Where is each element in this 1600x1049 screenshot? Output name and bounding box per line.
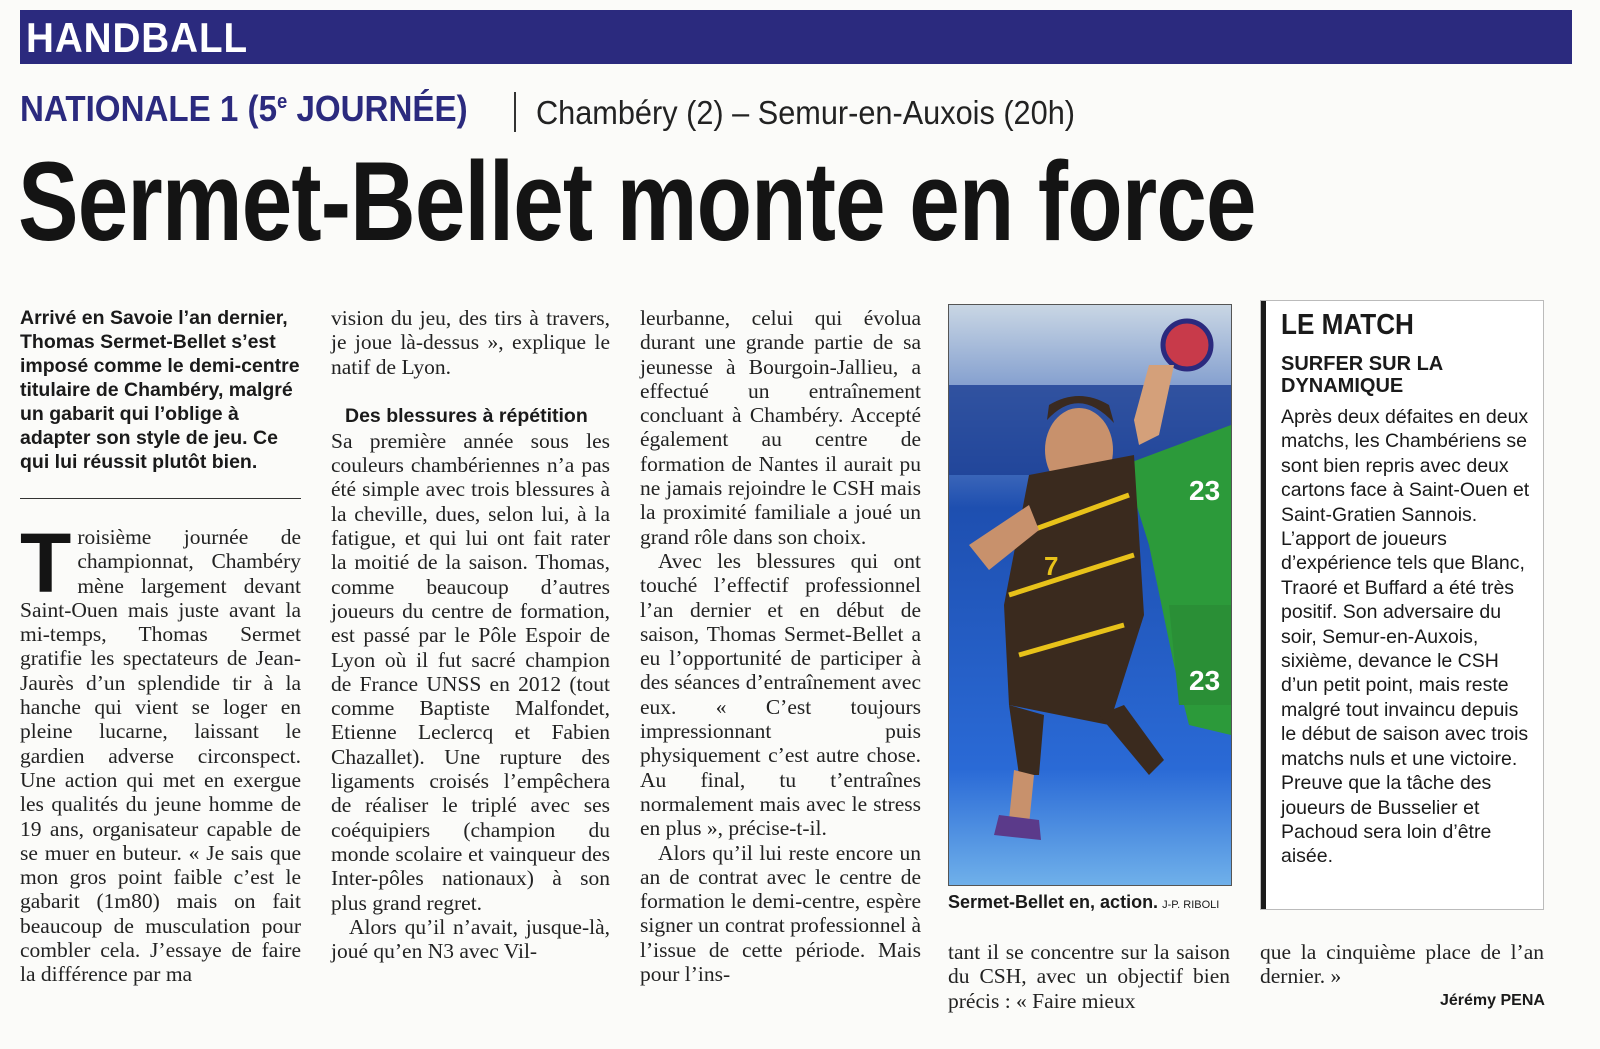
section-label: HANDBALL bbox=[26, 14, 248, 61]
sidebar-subtitle: SURFER SUR LA DYNAMIQUE bbox=[1281, 353, 1443, 397]
svg-text:23: 23 bbox=[1189, 665, 1221, 696]
column-1 bbox=[20, 306, 301, 987]
column-4-tail: tant il se concentre sur la saison du CSH, avec un objectif bien précis : « Faire mieux bbox=[948, 940, 1230, 1013]
competition-kicker: NATIONALE 1 (5e JOURNÉE) bbox=[20, 88, 468, 129]
body-paragraph: Alors qu’il lui reste encore un an de contrat avec le centre de formation le demi-centre, espère signer un contrat professionnel à l’issue de cette période. Mais pour l’ins- bbox=[640, 840, 921, 987]
author-byline: Jérémy PENA bbox=[1440, 992, 1545, 1009]
column-5-tail: que la cinquième place de l’an dernier. » bbox=[1260, 940, 1544, 989]
photo-credit: J-P. RIBOLI bbox=[1162, 899, 1220, 911]
body-paragraph: Avec les blessures qui ont touché l’effectif professionnel l’an dernier et en début de saison, Thomas Sermet-Bellet a eu l’opportunité de participer à des séances d’entraînement avec eux. « C’est toujours impressionnant puis physiquement c’est autre chose. Au final, tu t’entraînes normalement mais avec le stress en plus », précise-t-il. bbox=[640, 548, 921, 841]
section-banner bbox=[20, 10, 1572, 64]
svg-text:23: 23 bbox=[1189, 475, 1221, 506]
body-paragraph: Sa première année sous les couleurs chambériennes n’a pas été simple avec trois blessures à la cheville, dues, selon lui, à la fatigue, et qui lui ont fait rater la moitié de la saison. Thomas, comme beaucoup d’autres joueurs du centre de formation, est passé par le Pôle Espoir de Lyon où il fut sacré champion de France UNSS en 2012 (tout comme Baptiste Malfondet, Etienne Leclercq et Fabien Chazallet). Une rupture des ligaments croisés l’empêchera de réaliser le triplé avec ses coéquipiers (champion du monde scolaire et vainqueur des Inter-pôles nationaux) à son plus grand regret. bbox=[331, 428, 610, 915]
headline: Sermet-Bellet monte en force bbox=[18, 139, 1256, 264]
body-paragraph: vision du jeu, des tirs à travers, je joue là-dessus », explique le natif de Lyon. bbox=[331, 306, 610, 379]
body-paragraph: leurbanne, celui qui évolua durant une grande partie de sa jeunesse à Bourgoin-Jallieu, a effectué un entraînement concluant à Chambéry. Accepté également au centre de formation de Nantes il aurait pu ne jamais rejoindre le CSH mais la proximité familiale a joué un grand rôle dans son choix. bbox=[640, 306, 921, 549]
kicker-row bbox=[20, 88, 507, 140]
drop-cap: T bbox=[20, 516, 72, 610]
match-sidebar bbox=[1260, 300, 1544, 910]
svg-text:7: 7 bbox=[1044, 551, 1059, 581]
column-3 bbox=[640, 306, 921, 986]
sidebar-title: LE MATCH bbox=[1281, 309, 1414, 341]
handball-action-illustration bbox=[949, 305, 1231, 885]
photo-caption: Sermet-Bellet en, action. J-P. RIBOLI bbox=[948, 892, 1220, 912]
sidebar-body: Après deux défaites en deux matchs, les Chambériens se sont bien repris avec deux cartons face à Saint-Ouen et Saint-Gratien Sannois. L’apport de joueurs d’expérience tels que Blanc, Traoré et Buffard a été très positif. Son adversaire du soir, Semur-en-Auxois, sixième, devance le CSH d’un petit point, mais reste malgré tout invaincu depuis le début de saison avec trois matchs nuls et une victoire. Preuve que la tâche des joueurs de Busselier et Pachoud sera loin d’être aisée. bbox=[1281, 406, 1530, 868]
sidebar-accent-bar bbox=[1261, 301, 1266, 909]
body-paragraph: Troisième journée de championnat, Chambéry mène largement devant Saint-Ouen mais juste avant la mi-temps, Thomas Sermet gratifie les spectateurs de Jean-Jaurès d’un splendide tir à la hanche qui vient se loger en pleine lucarne, laissant le gardien adverse circonspect. Une action qui met en exergue les qualités du jeune homme de 19 ans, organisateur capable de se muer en buteur. « Je sais que mon gros point faible c’est le gabarit (1m80) mais on fait beaucoup de musculation pour combler cela. J’essaye de faire la différence par ma bbox=[20, 516, 301, 987]
subheading: Des blessures à répétition bbox=[345, 404, 588, 427]
body-paragraph: Alors qu’il n’avait, jusque-là, joué qu’en N3 avec Vil- bbox=[331, 914, 610, 964]
match-line: Chambéry (2) – Semur-en-Auxois (20h) bbox=[536, 94, 1075, 131]
column-2 bbox=[331, 306, 610, 963]
chapo: Arrivé en Savoie l’an dernier, Thomas Sermet-Bellet s’est imposé comme le demi-centre titulaire de Chambéry, malgré un gabarit qui l’oblige à adapter son style de jeu. Ce qui lui réussit plutôt bien. bbox=[20, 307, 300, 473]
player-photo bbox=[948, 304, 1232, 886]
kicker-divider bbox=[514, 92, 516, 132]
chapo-divider bbox=[20, 498, 301, 499]
